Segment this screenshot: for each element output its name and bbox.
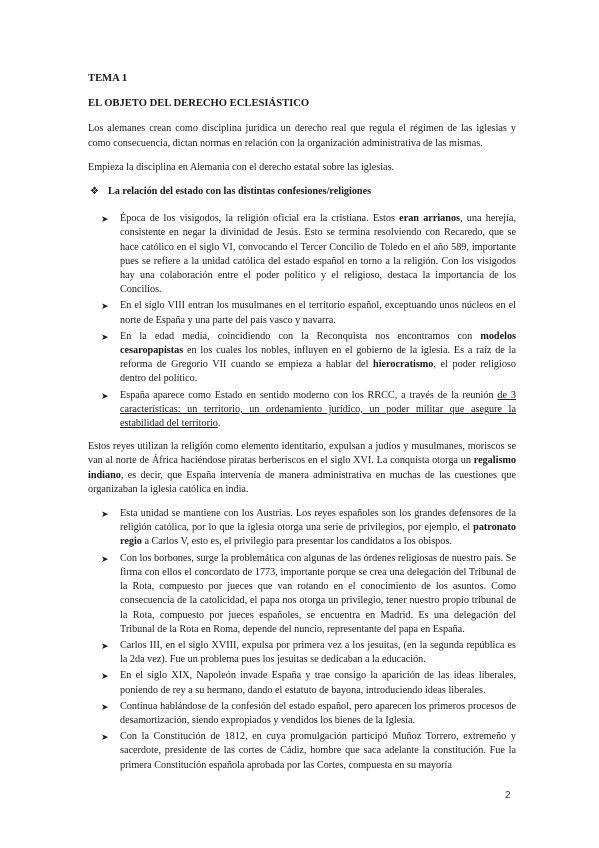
- section-heading: [88, 185, 516, 199]
- arrow-bullet-icon: ➤: [101, 301, 109, 312]
- arrow-bullet-icon: ➤: [101, 732, 109, 743]
- middle-paragraph: Estos reyes utilizan la religión como elemento identitario, expulsan a judíos y musulmanes, moriscos se van al norte de África haciéndose piratas berberiscos en el siglo XVI. La conquista otorga un regalismo indiano, es decir, que España intervenía de manera administrativa en muchas de las cuestiones que organizaban la iglesia católica en india.: [88, 441, 516, 495]
- list-item: ➤ Época de los visigodos, la religión oficial era la cristiana. Estos eran arrianos, una herejía, consistente en negar la divinidad de Jesús. Esto se termina resolviendo con Recaredo, que se hace católico en el siglo VI, convocando el Tercer Concilio de Toledo en el año 589, importante pues se refiere a la unidad católica del estado español en torno a la religión. Con los visigodos hay una colaboración entre el poder político y el religioso, destaca la importancia de los Concilios.: [101, 213, 516, 296]
- list-item: ➤ En el siglo XIX, Napoleón invade España y trae consigo la aparición de las ideas liberales, poniendo de rey a su hermano, dando el estatuto de bayona, introduciendo ideas liberales.: [101, 670, 516, 696]
- list-item: ➤ Continua hablándose de la confesión del estado español, pero aparecen los primeros procesos de desamortización, siendo expropiados y vendidos los bienes de la Iglesia.: [101, 700, 516, 726]
- section-title: La relación del estado con las distintas confesiones/religiones: [108, 186, 372, 198]
- list-item: ➤ Carlos III, en el siglo XVIII, expulsa por primera vez a los jesuitas, (en la segunda república es la 2da vez). Fue un problema pues los jesuitas se dedicaban a la educación.: [101, 639, 516, 666]
- tema-label: TEMA 1: [88, 73, 128, 84]
- arrow-bullet-icon: ➤: [101, 214, 109, 225]
- list-item: ➤ En el siglo VIII entran los musulmanes en el territorio español, exceptuando unos núcleos en el norte de España y una parte del país vasco y navarra.: [101, 300, 516, 326]
- list-visigodos-rrcc: [88, 212, 516, 431]
- document-body: [88, 72, 516, 782]
- page-number: 2: [505, 790, 511, 801]
- arrow-bullet-icon: ➤: [101, 671, 109, 682]
- arrow-bullet-icon: ➤: [101, 701, 109, 712]
- arrow-bullet-icon: ➤: [101, 640, 109, 651]
- arrow-bullet-icon: ➤: [101, 331, 109, 342]
- list-item: ➤ Con la Constitución de 1812, en cuya promulgación participó Muñoz Torrero, extremeño y sacerdote, presidente de las cortes de Cádiz, hombre que saca adelante la constitución. Fue la primera Constitución española aprobada por las Cortes, compuesta en su mayoría: [101, 731, 516, 771]
- diamond-bullet-icon: ❖: [90, 186, 99, 198]
- arrow-bullet-icon: ➤: [101, 509, 109, 520]
- list-item: ➤ Esta unidad se mantiene con los Austrias. Los reyes españoles son los grandes defensores de la religión católica, por lo que la iglesia otorga una serie de privilegios, por ejemplo, el patronato regio a Carlos V, esto es, el privilegio para presentar los candidatos a los obispos.: [101, 508, 516, 548]
- arrow-bullet-icon: ➤: [101, 553, 109, 564]
- page-title: EL OBJETO DEL DERECHO ECLESIÁSTICO: [88, 98, 310, 110]
- list-item: ➤ Con los borbones, surge la problemática con algunas de las órdenes religiosas de nuestro país. Se firma con ellos el concordato de 1773, importante porque se crea una delegación del Tribunal de la Rota, compuesto por jueces que van rotando en el conocimiento de los asuntos. Como consecuencia de la catolicidad, el papa nos otorga un privilegio, tener nuestro propio tribunal de la Rota, compuesto por jueces españoles, se encuentra en Madrid. Es una delegación del Tribunal de la Rota en Roma, depende del nuncio, representante del papa en España.: [101, 552, 516, 635]
- intro-paragraph-1: Los alemanes crean como disciplina jurídica un derecho real que regula el régimen de las iglesias y como consecuencia, dictan normas en relación con la organización administrativa de las mismas.: [88, 123, 516, 149]
- list-item: ➤ España aparece como Estado en sentido moderno con los RRCC, a través de la reunión de 3 características: un territorio, un ordenamiento jurídico, un poder militar que asegure la estabilidad del territorio.: [101, 389, 516, 430]
- list-austrias-constitucion: [88, 507, 516, 773]
- list-item: ➤ En la edad media, coincidiendo con la Reconquista nos encontramos con modelos cesaropapistas en los cuales los nobles, influyen en el gobierno de la iglesia. Es a raíz de la reforma de Gregorio VII cuando se empieza a hablar del hierocratismo, el poder religioso dentro del político.: [101, 330, 516, 385]
- intro-paragraph-2: Empieza la disciplina en Alemania con el derecho estatal sobre las iglesias.: [88, 161, 395, 173]
- arrow-bullet-icon: ➤: [101, 390, 109, 401]
